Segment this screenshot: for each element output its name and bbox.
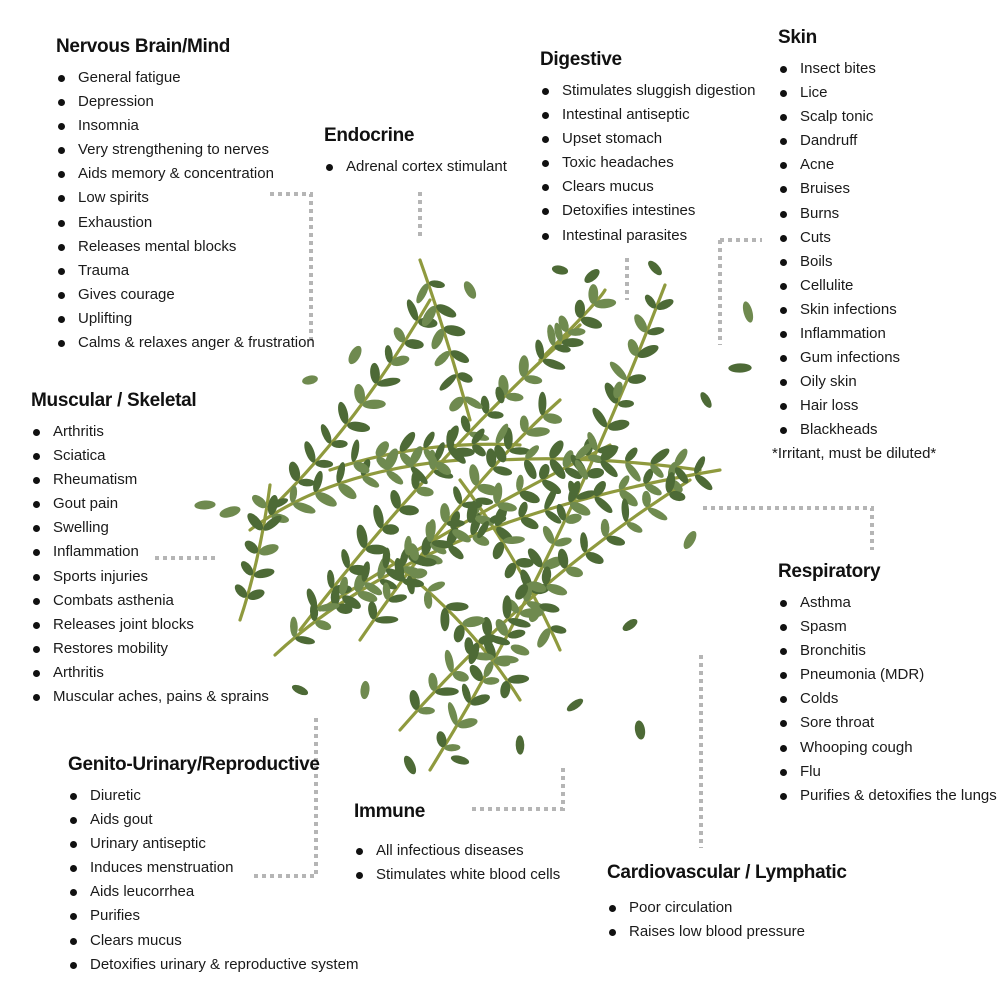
list-item: Burns	[778, 202, 936, 226]
thyme-leaf	[469, 692, 492, 708]
symptom-list	[56, 66, 315, 355]
thyme-leaf	[515, 735, 524, 754]
section-digestive	[540, 49, 755, 248]
list-item: Swelling	[31, 516, 269, 540]
connector-line	[720, 240, 762, 345]
thyme-leaf	[681, 529, 699, 551]
thyme-leaf	[290, 683, 309, 698]
thyme-leaf	[346, 344, 364, 366]
thyme-leaf	[350, 439, 361, 463]
list-item: Trauma	[56, 259, 315, 283]
section-skin	[772, 27, 937, 465]
list-item: Toxic headaches	[540, 151, 755, 175]
list-item: Cuts	[778, 226, 936, 250]
list-item: Stimulates white blood cells	[354, 863, 560, 887]
list-item: Arthritis	[31, 420, 269, 444]
list-item: Gum infections	[778, 346, 936, 370]
thyme-leaf	[432, 349, 452, 369]
list-item: Clears mucus	[68, 929, 358, 953]
connector-line	[703, 508, 872, 550]
list-item: Skin infections	[778, 298, 936, 322]
list-item: Acne	[778, 153, 936, 177]
symptom-list	[540, 79, 755, 248]
list-item: Aids leucorrhea	[68, 880, 358, 904]
list-item: Scalp tonic	[778, 105, 936, 129]
list-item: Releases mental blocks	[56, 235, 315, 259]
list-item: Exhaustion	[56, 211, 315, 235]
thyme-leaf	[655, 297, 675, 313]
section-nervous	[56, 36, 315, 355]
list-item: Clears mucus	[540, 175, 755, 199]
list-item: Detoxifies intestines	[540, 199, 755, 223]
list-item: Aids memory & concentration	[56, 162, 315, 186]
list-item: Induces menstruation	[68, 856, 358, 880]
list-item: All infectious diseases	[354, 839, 560, 863]
section-genito	[68, 754, 358, 977]
list-item: Gives courage	[56, 283, 315, 307]
section-title: Cardiovascular / Lymphatic	[607, 862, 847, 883]
list-item: Whooping cough	[778, 736, 997, 760]
list-item: Purifies	[68, 904, 358, 928]
thyme-leaf	[437, 372, 458, 393]
list-item: Blackheads	[778, 418, 936, 442]
thyme-leaf	[446, 602, 469, 611]
list-item: Purifies & detoxifies the lungs	[778, 784, 997, 808]
list-item: Dandruff	[778, 129, 936, 153]
symptom-list	[778, 57, 936, 443]
section-respiratory	[778, 561, 997, 808]
list-item: Very strengthening to nerves	[56, 138, 315, 162]
list-item: Upset stomach	[540, 127, 755, 151]
symptom-list	[607, 896, 847, 944]
thyme-leaf	[401, 754, 418, 776]
list-item: Inflammation	[31, 540, 269, 564]
thyme-leaf	[565, 696, 585, 713]
thyme-leaf	[592, 494, 614, 515]
list-item: Muscular aches, pains & sprains	[31, 685, 269, 709]
thyme-leaf	[590, 406, 610, 430]
thyme-leaf	[607, 359, 629, 382]
thyme-leaf	[579, 532, 589, 553]
thyme-leaf	[693, 472, 715, 493]
list-item: Releases joint blocks	[31, 613, 269, 637]
list-item: Flu	[778, 760, 997, 784]
list-item: Gout pain	[31, 492, 269, 516]
list-item: Low spirits	[56, 186, 315, 210]
list-item: Poor circulation	[607, 896, 847, 920]
list-item: Inflammation	[778, 322, 936, 346]
list-item: Raises low blood pressure	[607, 920, 847, 944]
thyme-leaf	[384, 468, 405, 487]
thyme-leaf	[537, 463, 551, 481]
list-item: Aids gout	[68, 808, 358, 832]
section-cardio	[607, 862, 847, 944]
thyme-leaf	[621, 617, 640, 634]
list-item: Pneumonia (MDR)	[778, 663, 997, 687]
list-item: General fatigue	[56, 66, 315, 90]
section-title: Digestive	[540, 49, 622, 70]
list-item: Asthma	[778, 591, 997, 615]
list-item: Bruises	[778, 177, 936, 201]
dilution-note: *Irritant, must be diluted*	[772, 444, 937, 462]
list-item: Intestinal parasites	[540, 224, 755, 248]
list-item: Detoxifies urinary & reproductive system	[68, 953, 358, 977]
thyme-leaf	[551, 264, 569, 276]
list-item: Colds	[778, 687, 997, 711]
section-immune	[354, 801, 560, 887]
list-item: Sports injuries	[31, 565, 269, 589]
list-item: Stimulates sluggish digestion	[540, 79, 755, 103]
list-item: Restores mobility	[31, 637, 269, 661]
section-endocrine	[324, 125, 507, 179]
list-item: Insect bites	[778, 57, 936, 81]
section-title: Muscular / Skeletal	[31, 390, 197, 411]
thyme-leaf	[375, 616, 399, 624]
thyme-leaf	[728, 363, 752, 373]
list-item: Arthritis	[31, 661, 269, 685]
list-item: Sciatica	[31, 444, 269, 468]
thyme-leaf	[521, 458, 539, 481]
thyme-leaf	[390, 354, 411, 368]
thyme-leaf	[360, 681, 371, 700]
list-item: Sore throat	[778, 711, 997, 735]
thyme-leaf	[507, 674, 529, 684]
symptom-list	[354, 839, 560, 887]
list-item: Hair loss	[778, 394, 936, 418]
list-item: Urinary antiseptic	[68, 832, 358, 856]
list-item: Cellulite	[778, 274, 936, 298]
thyme-leaf	[634, 720, 647, 741]
section-title: Endocrine	[324, 125, 415, 146]
section-title: Skin	[778, 27, 817, 48]
symptom-list	[778, 591, 997, 808]
list-item: Adrenal cortex stimulant	[324, 155, 507, 179]
section-muscular	[31, 390, 269, 709]
thyme-leaf	[646, 505, 669, 522]
list-item: Combats asthenia	[31, 589, 269, 613]
symptom-list	[324, 155, 507, 179]
list-item: Bronchitis	[778, 639, 997, 663]
symptom-list	[31, 420, 269, 709]
list-item: Spasm	[778, 615, 997, 639]
list-item: Diuretic	[68, 784, 358, 808]
list-item: Calms & relaxes anger & frustration	[56, 331, 315, 355]
section-title: Respiratory	[778, 561, 881, 582]
list-item: Lice	[778, 81, 936, 105]
list-item: Insomnia	[56, 114, 315, 138]
thyme-leaf	[618, 400, 634, 408]
list-item: Intestinal antiseptic	[540, 103, 755, 127]
section-title: Immune	[354, 801, 426, 822]
thyme-leaf	[450, 754, 470, 767]
list-item: Boils	[778, 250, 936, 274]
thyme-leaf	[646, 258, 665, 277]
thyme-leaf	[741, 300, 755, 323]
thyme-leaf	[509, 642, 531, 658]
thyme-leaf	[582, 266, 602, 285]
symptom-list	[68, 784, 358, 977]
list-item: Uplifting	[56, 307, 315, 331]
list-item: Depression	[56, 90, 315, 114]
list-item: Rheumatism	[31, 468, 269, 492]
section-title: Nervous Brain/Mind	[56, 36, 231, 57]
section-title: Genito-Urinary/Reproductive	[68, 754, 320, 775]
thyme-leaf	[461, 279, 478, 300]
list-item: Oily skin	[778, 370, 936, 394]
thyme-leaf	[301, 374, 318, 386]
thyme-leaf	[698, 390, 714, 409]
